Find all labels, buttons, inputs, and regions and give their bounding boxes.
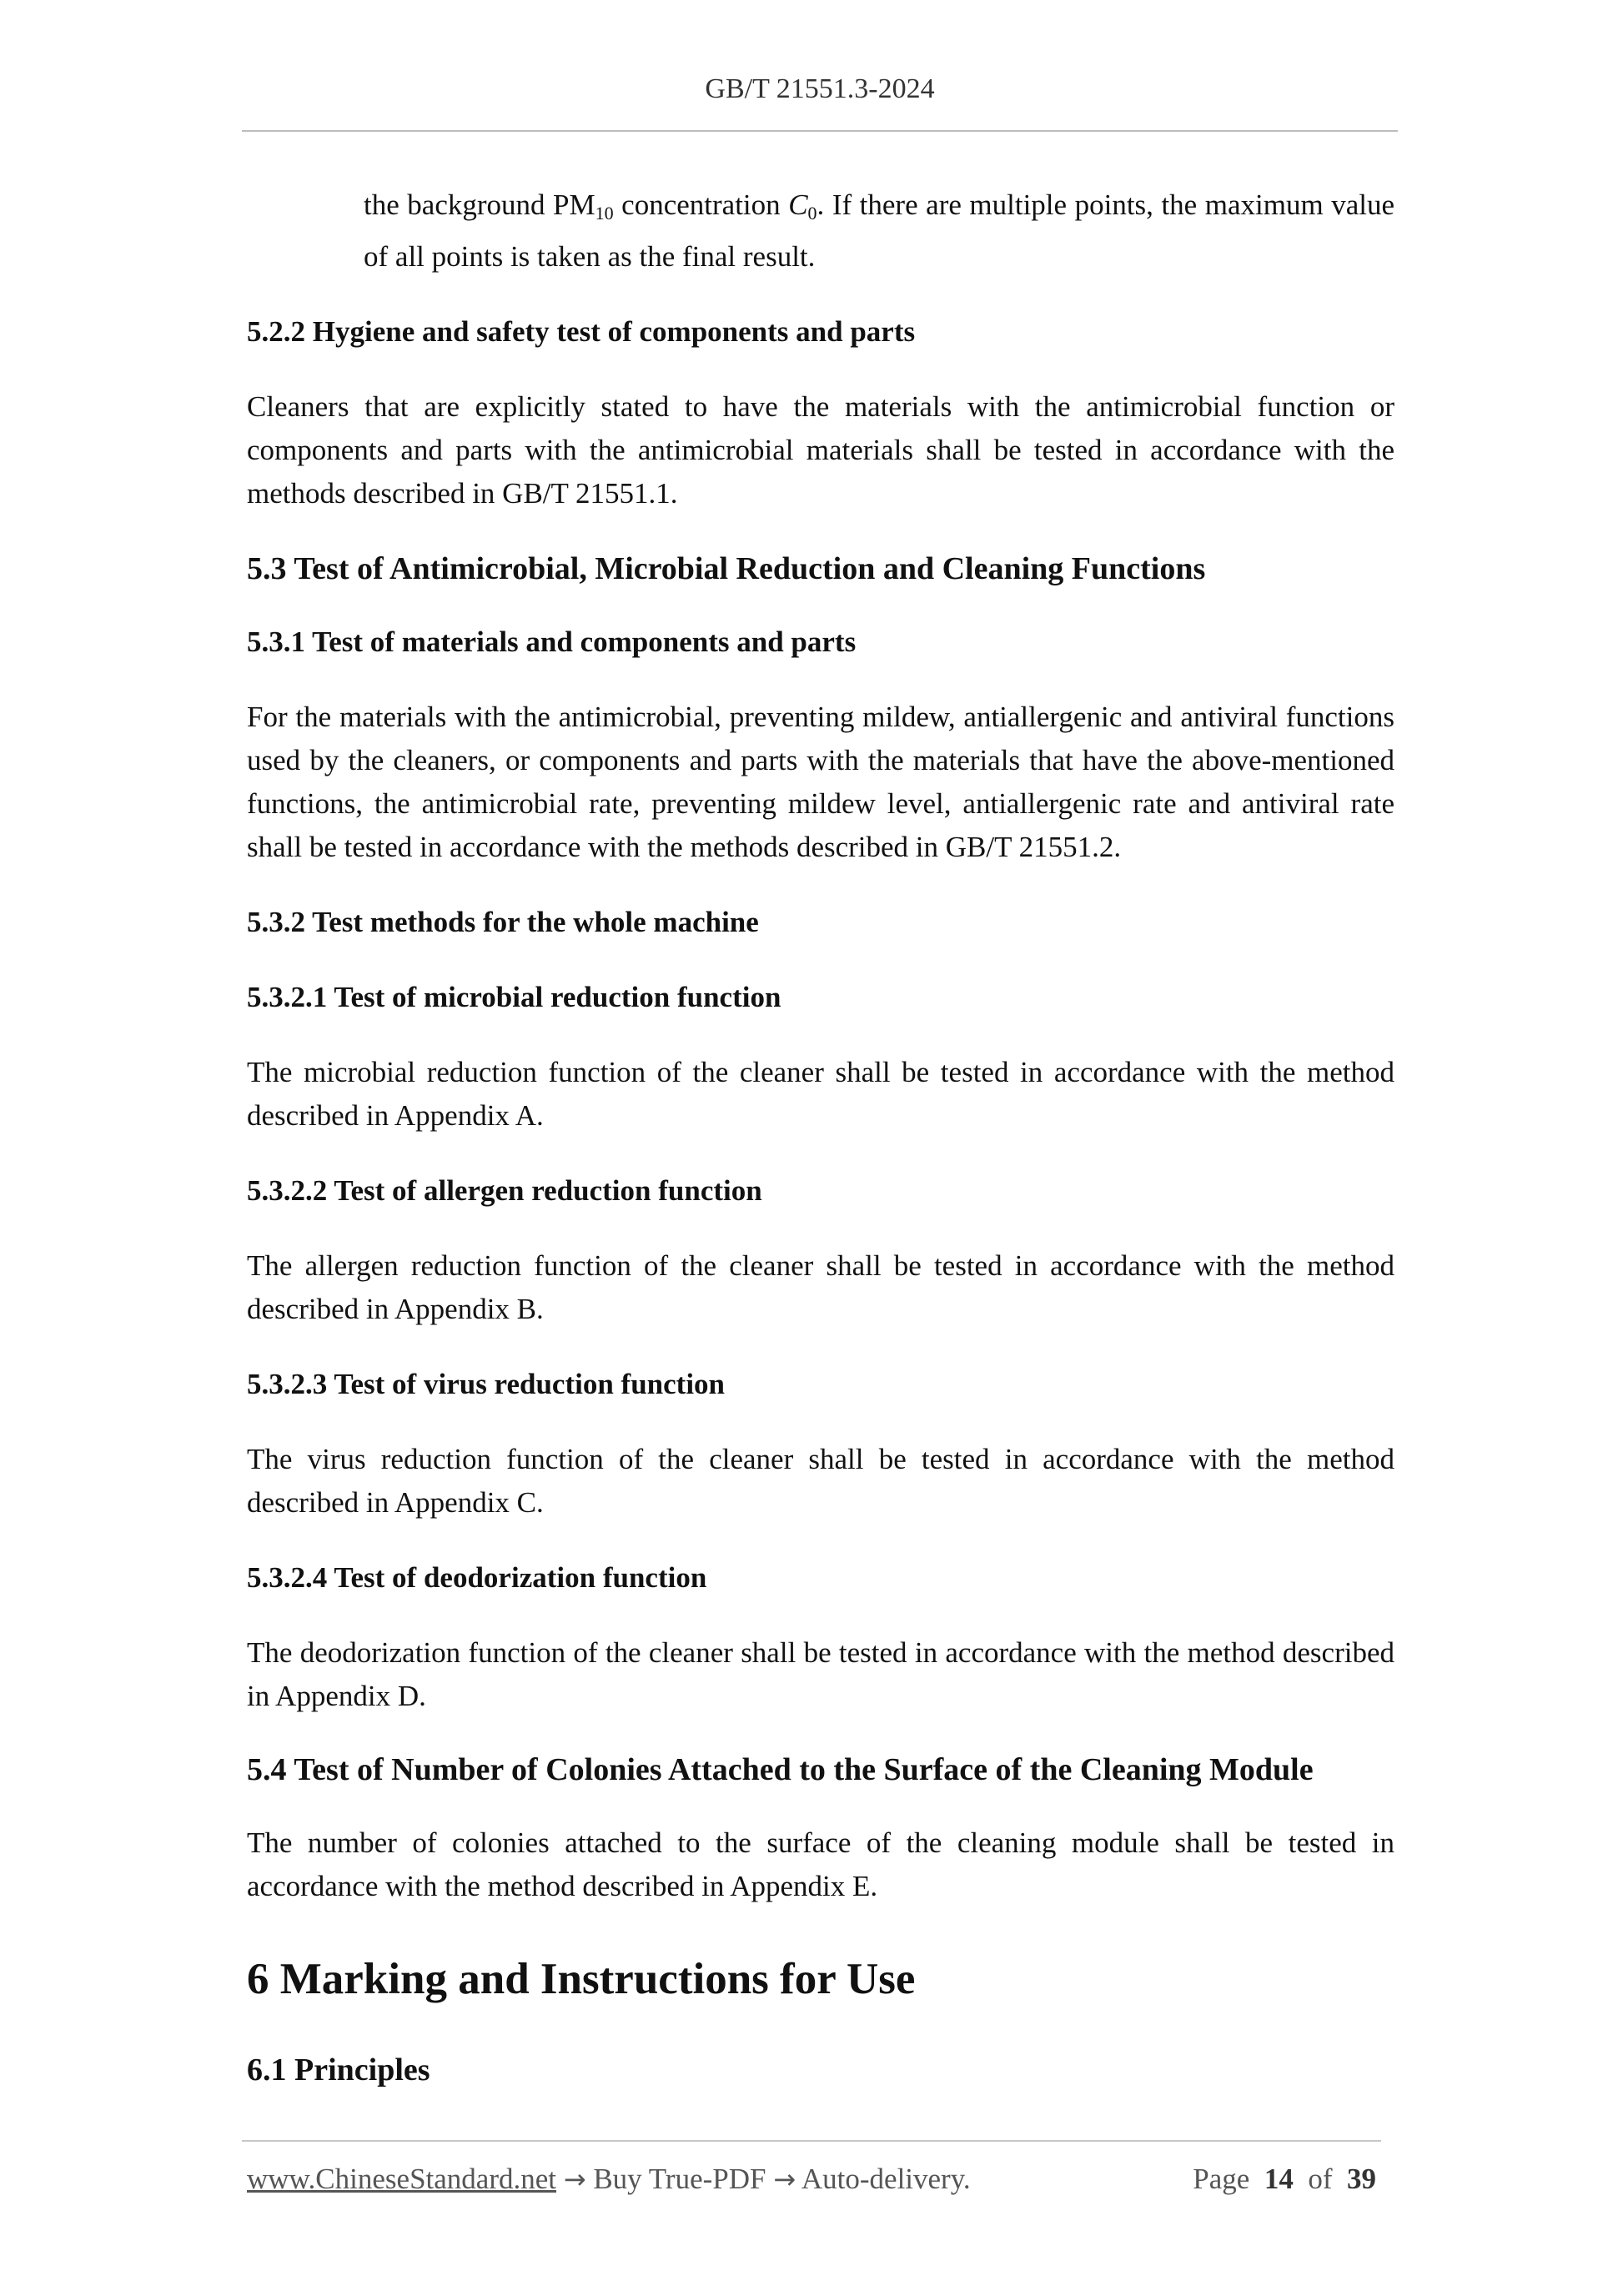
page-number: Page 14 of 39 — [1193, 2163, 1376, 2195]
paragraph-5-3-1: For the materials with the antimicrobial, preventing mildew, antiallergenic and antiviral functions used by the cleaners, or components and parts with the materials that have the above-mentioned functions, the antimicrobial rate, preventing mildew level, antiallergenic rate and antiviral rate shall be tested in accordance with the methods described in GB/T 21551.2. — [247, 701, 1394, 863]
footer-divider — [242, 2140, 1381, 2142]
site-link[interactable]: www.ChineseStandard.net — [247, 2163, 556, 2195]
heading-5-3-1: 5.3.1 Test of materials and components and parts — [247, 625, 857, 658]
arrow-right-icon: → — [563, 2163, 586, 2195]
page-body — [247, 177, 1394, 2093]
paragraph-5-3-2-1: The microbial reduction function of the cleaner shall be tested in accordance with the method described in Appendix A. — [247, 1056, 1394, 1132]
buy-pdf-text: Buy True-PDF — [593, 2163, 766, 2195]
heading-5-3-2-4: 5.3.2.4 Test of deodorization function — [247, 1561, 707, 1594]
paragraph-5-3-2-2: The allergen reduction function of the cleaner shall be tested in accordance with the method described in Appendix B. — [247, 1249, 1394, 1325]
paragraph-5-4: The number of colonies attached to the surface of the cleaning module shall be tested in accordance with the method described in Appendix E. — [247, 1826, 1394, 1902]
paragraph-5-3-2-4: The deodorization function of the cleaner shall be tested in accordance with the method described in Appendix D. — [247, 1636, 1394, 1712]
heading-5-3-2-2: 5.3.2.2 Test of allergen reduction function — [247, 1174, 762, 1207]
footer-promo — [247, 2163, 971, 2196]
running-header: GB/T 21551.3-2024 — [705, 73, 935, 104]
paragraph-5-3-2-3: The virus reduction function of the cleaner shall be tested in accordance with the method described in Appendix C. — [247, 1443, 1394, 1519]
heading-5-3-2-1: 5.3.2.1 Test of microbial reduction function — [247, 981, 781, 1013]
header-divider — [242, 130, 1398, 132]
heading-5-3-2-3: 5.3.2.3 Test of virus reduction function — [247, 1368, 726, 1400]
paragraph-5-2-2: Cleaners that are explicitly stated to have the materials with the antimicrobial function or components and parts with the antimicrobial materials shall be tested in accordance with the methods described in GB/T 21551.1. — [247, 390, 1394, 510]
continuation-paragraph: the background $PM_{10}$ concentration $C_0$. If there are multiple points, the maximum value of all points is taken as the final result. — [364, 188, 1394, 273]
arrow-right-icon: → — [773, 2163, 796, 2195]
heading-5-2-2: 5.2.2 Hygiene and safety test of components and parts — [247, 315, 916, 348]
heading-5-3: 5.3 Test of Antimicrobial, Microbial Reduction and Cleaning Functions — [247, 551, 1206, 586]
heading-5-3-2: 5.3.2 Test methods for the whole machine — [247, 906, 759, 938]
heading-6: 6 Marking and Instructions for Use — [247, 1955, 916, 2003]
heading-5-4: 5.4 Test of Number of Colonies Attached to the Surface of the Cleaning Module — [247, 1752, 1314, 1787]
heading-6-1: 6.1 Principles — [247, 2052, 430, 2088]
auto-delivery-text: Auto-delivery. — [801, 2163, 971, 2195]
total-pages: 39 — [1347, 2163, 1376, 2195]
current-page: 14 — [1264, 2163, 1294, 2195]
